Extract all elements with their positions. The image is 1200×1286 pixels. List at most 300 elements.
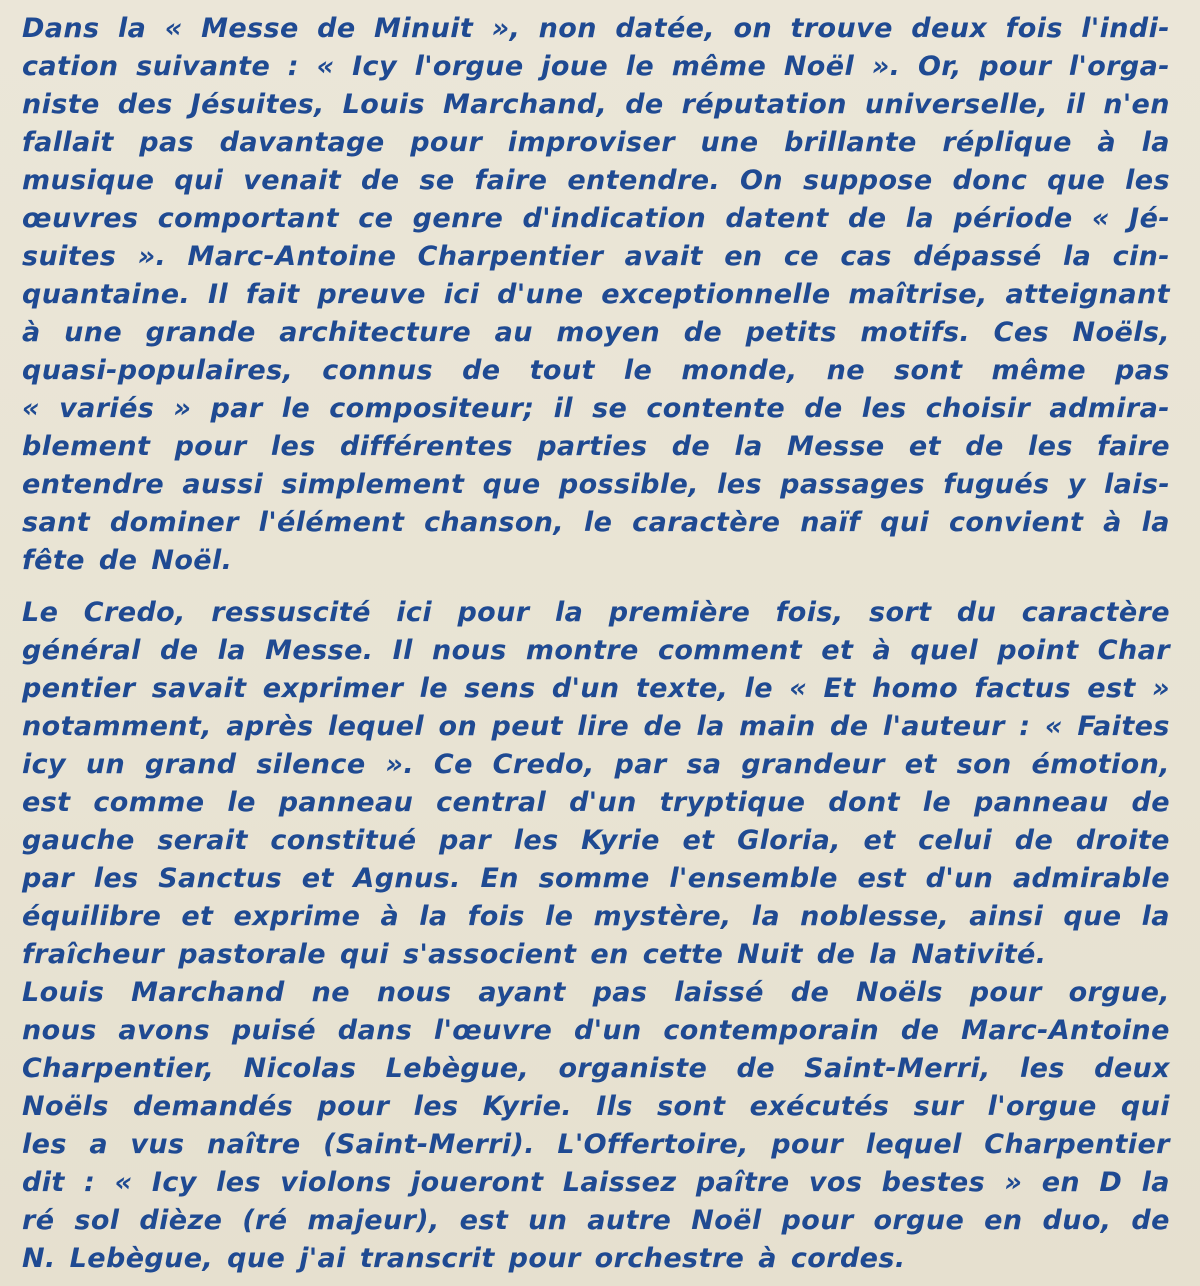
word: fête [22,545,85,576]
word: dont [828,787,900,818]
word: de [1014,825,1054,856]
word: qui [880,507,930,538]
word: demandés [133,1091,294,1122]
word: compositeur; [329,393,535,424]
word: avons [118,1015,211,1046]
text-line [22,10,1170,48]
word: est [1087,673,1136,704]
word: sol [74,1205,120,1236]
word: Messe [201,13,299,44]
word: Dans [22,13,100,44]
word: à [758,1243,777,1274]
word: convient [949,507,1084,538]
word: chanson, [424,507,565,538]
word: le [281,393,311,424]
word: fois [1005,13,1063,44]
word: main [739,711,816,742]
text-line [22,48,1170,86]
word: le [922,787,952,818]
text-body [22,10,1170,1278]
word: : [1019,711,1031,742]
word: les [22,1129,67,1160]
word: Saint-Merri, [804,1053,991,1084]
text-line [22,200,1170,238]
word: caractère [632,507,781,538]
word: des [117,89,173,120]
word: panneau [278,787,414,818]
word: réplique [942,127,1072,158]
word: caractère [1021,597,1170,628]
word: bestes [881,1167,986,1198]
word: montre [525,635,639,666]
word: icy [22,749,67,780]
word: Noëls [856,977,943,1008]
word: Noël [691,1205,762,1236]
word: l'ensemble [669,863,838,894]
word: à [22,317,41,348]
word: tryptique [659,787,806,818]
word: Ce [433,749,473,780]
text-line [22,898,1170,936]
word: Marchand [131,977,285,1008]
word: quasi-populaires, [22,355,294,386]
word: pour [771,1129,844,1160]
word: Icy [352,51,397,82]
word: (ré [242,1205,288,1236]
word: par [22,863,75,894]
word: Marc-Antoine [187,241,397,272]
word: somme [538,863,650,894]
word: de [736,1053,775,1084]
word: un [85,749,126,780]
word: une [700,127,759,158]
text-line [22,314,1170,352]
word: central [436,787,547,818]
word: la [1062,241,1092,272]
word: Messe. [265,635,374,666]
paragraph [22,10,1170,580]
word: du [956,597,997,628]
word: la [419,901,448,932]
word: d'une [497,279,584,310]
word: de [900,1015,940,1046]
word: Agnus. [353,863,461,894]
word: joueront [410,1167,544,1198]
word: paître [695,1167,790,1198]
word: constitué [270,825,417,856]
word: exécutés [749,1091,890,1122]
word: pour [317,1091,390,1122]
word: majeur), [307,1205,440,1236]
word: que [227,1243,286,1274]
word: Charpentier, [22,1053,215,1084]
word: « [164,13,183,44]
word: ce [358,203,394,234]
word: brillante [784,127,917,158]
word: de [816,939,856,970]
word: pour [508,1243,581,1274]
word: lire [577,711,630,742]
word: de [790,977,830,1008]
word: en [724,241,763,272]
word: la [1141,507,1170,538]
word: de [671,431,711,462]
word: la [117,13,147,44]
word: les [93,863,139,894]
word: un [528,1205,568,1236]
word: le [744,673,773,704]
word: puisé [231,1015,316,1046]
word: Noëls [22,1091,109,1122]
word: (Saint-Merri). [323,1129,535,1160]
word: la [869,939,898,970]
word: pas [139,127,195,158]
word: y [1067,469,1086,500]
word: » [173,393,192,424]
word: l'indi- [1081,13,1170,44]
word: pas [1115,355,1170,386]
word: l'orgue [987,1091,1097,1122]
word: comment [657,635,803,666]
word: dans [337,1015,413,1046]
word: que [1047,165,1106,196]
word: on [733,13,773,44]
word: fois, [775,597,844,628]
word: fraîcheur [22,939,165,970]
word: les [1125,165,1170,196]
word: maîtrise, [848,279,988,310]
word: le [623,355,653,386]
word: simplement [281,469,465,500]
word: ». [871,51,901,82]
word: à [872,635,892,666]
word: donc [952,165,1028,196]
word: et [181,901,214,932]
word: motifs. [860,317,971,348]
word: de [643,711,682,742]
word: les [413,1091,459,1122]
word: la [1141,901,1170,932]
word: sens [464,673,536,704]
word: d'un [551,673,620,704]
word: est [857,863,907,894]
text-line [22,632,1170,670]
word: celui [918,825,993,856]
word: réputation [681,89,847,120]
word: a [89,1129,108,1160]
word: les [717,469,762,500]
text-line [22,784,1170,822]
text-line [22,1126,1170,1164]
word: le [419,673,448,704]
word: Ils [596,1091,633,1122]
word: suppose [802,165,933,196]
word: lequel [328,711,425,742]
word: dit [22,1167,65,1198]
word: ainsi [969,901,1044,932]
word: la [217,635,246,666]
word: peut [491,711,563,742]
word: possible, [558,469,699,500]
text-line [22,162,1170,200]
word: connus [322,355,433,386]
word: lais- [1103,469,1170,500]
word: », [491,13,521,44]
word: s'associent [403,939,577,970]
word: dominer [109,507,239,538]
word: pour [969,977,1042,1008]
word: avait [624,241,703,272]
word: et [301,863,334,894]
word: « [114,1167,133,1198]
word: ressuscité [211,597,371,628]
text-line [22,670,1170,708]
word: cin- [1112,241,1170,272]
word: Jésuites, [190,89,325,120]
word: de [159,635,199,666]
word: de [1131,787,1170,818]
word: D [1099,1167,1123,1198]
word: venait [243,165,342,196]
word: Gloria, [737,825,841,856]
word: de [317,13,356,44]
word: et [863,825,896,856]
word: de [625,89,664,120]
word: pour [174,431,247,462]
word: Lebègue, [69,1243,214,1274]
word: mystère, [593,901,732,932]
word: suivante [136,51,271,82]
word: cette [642,939,724,970]
word: niste [22,89,100,120]
word: sort [869,597,932,628]
word: serait [157,825,248,856]
text-line [22,708,1170,746]
word: trouve [790,13,893,44]
word: la [1141,1167,1170,1198]
text-line [22,276,1170,314]
text-line [22,1050,1170,1088]
word: silence [256,749,366,780]
word: nous [432,635,507,666]
word: ». [137,241,167,272]
word: deux [1094,1053,1170,1084]
word: « [22,393,40,424]
word: de [804,393,843,424]
word: Le [22,597,59,628]
word: le [583,507,613,538]
word: se [419,165,455,196]
paragraph [22,594,1170,974]
text-line [22,238,1170,276]
word: passages [780,469,925,500]
word: par [210,393,263,424]
word: Et [823,673,856,704]
word: parties [537,431,648,462]
word: au [494,317,533,348]
word: il [553,393,573,424]
word: » [1152,673,1170,704]
word: Sanctus [158,863,283,894]
word: « [316,51,335,82]
word: : [84,1167,96,1198]
word: orgue, [1068,977,1170,1008]
word: et [821,635,854,666]
word: la [734,431,763,462]
word: laissé [674,977,764,1008]
word: « [1091,203,1110,234]
text-line [22,542,1170,580]
word: de [462,355,501,386]
word: Ces [993,317,1050,348]
word: dépassé [913,241,1042,272]
word: différentes [339,431,513,462]
word: Credo, [492,749,595,780]
word: entendre [22,469,165,500]
word: à [1103,507,1122,538]
text-line [22,974,1170,1012]
word: ici [396,597,432,628]
word: homo [872,673,959,704]
word: naître [206,1129,301,1160]
word: équilibre [22,901,162,932]
word: violons [280,1167,392,1198]
word: » [1004,1167,1023,1198]
word: vos [808,1167,863,1198]
word: après [226,711,314,742]
word: Noël [783,51,855,82]
word: l'œuvre [433,1015,553,1046]
word: de [830,711,869,742]
word: N. [22,1243,56,1274]
word: les [270,431,316,462]
word: sont [657,1091,726,1122]
word: texte, [635,673,729,704]
word: moyen [556,317,661,348]
word: pas [592,977,648,1008]
word: monde, [681,355,798,386]
text-line [22,936,1170,974]
word: aussi [182,469,264,500]
word: pour [781,1205,854,1236]
word: admira- [1049,393,1170,424]
word: cas [840,241,892,272]
text-line [22,746,1170,784]
word: Charpentier [417,241,604,272]
word: de [848,203,887,234]
word: sur [913,1091,964,1122]
word: variés [59,393,155,424]
word: de [98,545,138,576]
word: les [216,1167,261,1198]
word: Nuit [737,939,803,970]
word: Or, [917,51,962,82]
word: vus [130,1129,185,1160]
word: Noël. [151,545,233,576]
word: son [956,749,1012,780]
word: ré [22,1205,55,1236]
word: fallait [22,127,114,158]
word: l'élément [258,507,405,538]
word: admirable [1012,863,1170,894]
word: exprime [233,901,361,932]
word: exceptionnelle [601,279,831,310]
word: qui [174,165,224,196]
word: : [287,51,299,82]
word: contente [646,393,786,424]
word: émotion, [1031,749,1170,780]
word: davantage [219,127,385,158]
word: grand [145,749,237,780]
word: d'un [925,863,994,894]
word: de [965,431,1004,462]
word: suites [22,241,117,272]
word: j'ai [299,1243,346,1274]
word: d'un [573,1015,642,1046]
word: petits [745,317,837,348]
paragraph [22,974,1170,1278]
word: quantaine. [22,279,191,310]
word: comme [93,787,205,818]
word: période [953,203,1073,234]
word: sont [894,355,963,386]
word: Nicolas [243,1053,357,1084]
word: nous [22,1015,97,1046]
word: la [554,597,584,628]
word: de [683,317,723,348]
word: datent [725,203,829,234]
word: le [625,51,655,82]
word: la [905,203,935,234]
text-line [22,594,1170,632]
text-line [22,1240,1170,1278]
word: qui [1120,1091,1170,1122]
word: orgue [873,1205,965,1236]
word: transcrit [359,1243,495,1274]
word: en [1041,1167,1081,1198]
word: pentier [22,673,136,704]
text-line [22,1164,1170,1202]
word: Minuit [374,13,474,44]
word: fugués [943,469,1050,500]
word: sa [686,749,722,780]
word: Jé- [1129,203,1170,234]
word: organiste [558,1053,708,1084]
paragraph-spacer [22,580,1170,594]
word: Marchand, [442,89,608,120]
word: entendre. [567,165,721,196]
word: comportant [157,203,339,234]
word: première [608,597,751,628]
word: musique [22,165,155,196]
text-line [22,504,1170,542]
word: Lebègue, [385,1053,530,1084]
word: il [1065,89,1086,120]
word: pour [410,127,483,158]
word: « [789,673,808,704]
word: ne [311,977,350,1008]
word: atteignant [1005,279,1170,310]
word: de [1131,1205,1170,1236]
word: joue [541,51,609,82]
word: contemporain [663,1015,880,1046]
word: cation [22,51,119,82]
word: Louis [22,977,105,1008]
word: Char [1097,635,1170,666]
word: par [439,825,492,856]
word: et [682,825,715,856]
word: On [740,165,784,196]
